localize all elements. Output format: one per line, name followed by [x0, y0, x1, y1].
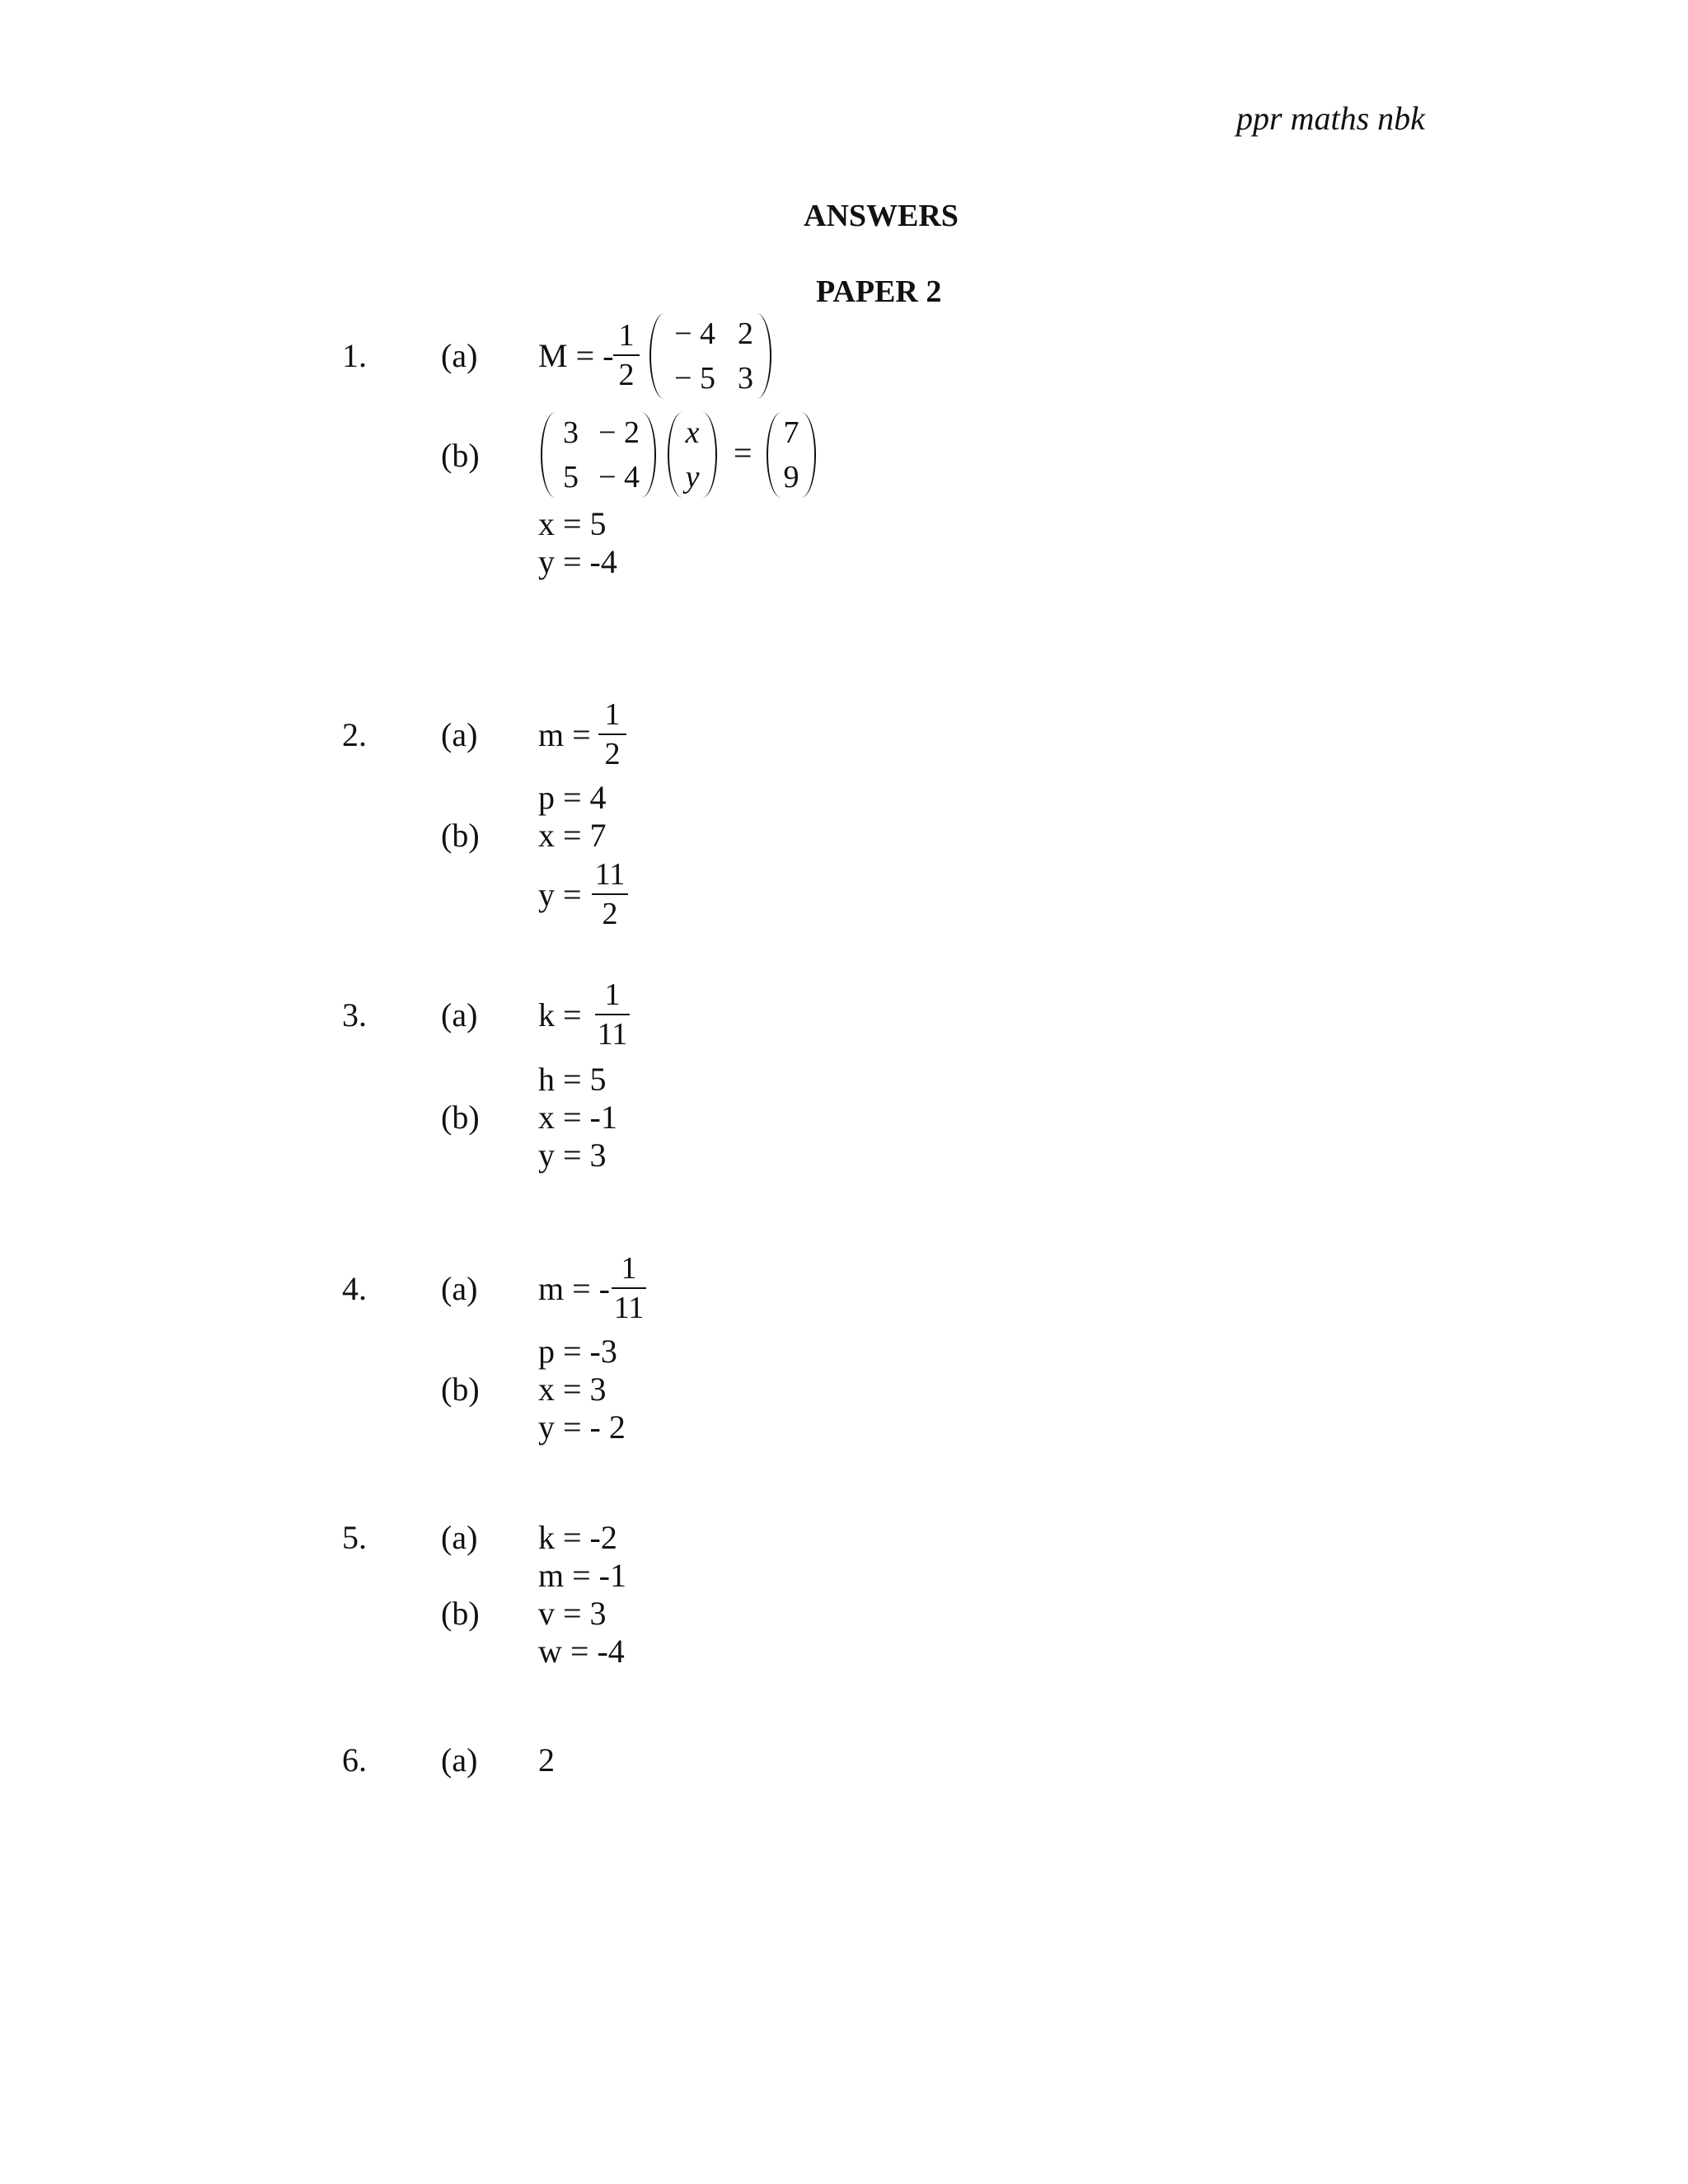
answer-line: x = -1	[538, 1099, 617, 1136]
fraction	[595, 979, 630, 1050]
matrix-cell: − 5	[674, 361, 715, 396]
fraction-bar	[613, 354, 640, 356]
part-label: (b)	[441, 1595, 480, 1632]
answer-prefix: k =	[538, 996, 582, 1033]
fraction-bar	[598, 733, 626, 735]
question-number: 5.	[342, 1519, 367, 1556]
matrix-cell: − 2	[598, 415, 640, 450]
matrix-cell: − 4	[674, 316, 715, 351]
fraction-bar	[612, 1287, 646, 1289]
part-label: (a)	[441, 1519, 478, 1556]
denominator: 2	[604, 737, 621, 771]
fraction-bar	[595, 1014, 630, 1015]
right-paren	[641, 412, 656, 498]
part-label: (a)	[441, 1741, 478, 1779]
fraction	[598, 699, 626, 770]
answer-line: x = 5	[538, 505, 607, 542]
answer-line: x = 3	[538, 1371, 607, 1408]
vector-cell: 7	[783, 415, 799, 450]
part-label: (a)	[441, 337, 478, 374]
part-label: (b)	[441, 1099, 480, 1136]
matrix-cell: − 4	[598, 460, 640, 494]
part-label: (b)	[441, 1371, 480, 1408]
variable-vector	[668, 412, 717, 498]
answer-prefix: m =	[538, 716, 591, 753]
fraction	[592, 859, 628, 930]
question-number: 2.	[342, 716, 367, 753]
fraction	[613, 320, 640, 391]
fraction-bar	[592, 893, 628, 895]
part-label: (b)	[441, 817, 480, 854]
answer-line: p = -3	[538, 1333, 617, 1370]
answer-prefix: y =	[538, 876, 582, 913]
denominator: 2	[602, 897, 618, 931]
answer-line: y = -4	[538, 543, 617, 580]
vector-cell: x	[685, 415, 700, 450]
answer-line: k = -2	[538, 1519, 617, 1556]
answer-line: y = - 2	[538, 1408, 626, 1446]
matrix-cell: 5	[563, 460, 579, 494]
part-label: (a)	[441, 996, 478, 1033]
answer-prefix: m = -	[538, 1270, 610, 1307]
matrix-cell: 3	[738, 361, 753, 396]
answer-line: w = -4	[538, 1633, 625, 1670]
denominator: 11	[597, 1017, 628, 1052]
answer-line: v = 3	[538, 1595, 607, 1632]
fraction	[612, 1253, 646, 1324]
right-paren	[757, 313, 771, 399]
numerator: 1	[604, 697, 621, 732]
coefficient-matrix	[541, 412, 656, 498]
page-subtitle: PAPER 2	[816, 274, 942, 309]
matrix-cell: 2	[738, 316, 753, 351]
right-paren	[702, 412, 717, 498]
constant-vector	[767, 412, 816, 498]
numerator: 11	[594, 857, 626, 892]
denominator: 11	[613, 1291, 645, 1325]
answer-prefix: M = -	[538, 337, 614, 374]
part-label: (a)	[441, 716, 478, 753]
answer-line: h = 5	[538, 1061, 607, 1098]
question-number: 1.	[342, 337, 367, 374]
numerator: 1	[621, 1251, 637, 1286]
right-paren	[801, 412, 816, 498]
question-number: 3.	[342, 996, 367, 1033]
numerator: 1	[604, 977, 621, 1012]
question-number: 6.	[342, 1741, 367, 1779]
vector-cell: y	[685, 460, 700, 494]
matrix-cell: 3	[563, 415, 579, 450]
page-title: ANSWERS	[804, 199, 959, 233]
matrix-m	[649, 313, 771, 399]
equals-sign: =	[734, 434, 753, 471]
answer-line: x = 7	[538, 817, 607, 854]
answer-line: 2	[538, 1741, 555, 1779]
question-number: 4.	[342, 1270, 367, 1307]
part-label: (a)	[441, 1270, 478, 1307]
denominator: 2	[618, 358, 635, 392]
answer-line: y = 3	[538, 1137, 607, 1174]
numerator: 1	[618, 318, 635, 353]
vector-cell: 9	[783, 460, 799, 494]
part-label: (b)	[441, 437, 480, 474]
page-header: ppr maths nbk	[1236, 100, 1425, 137]
answer-line: m = -1	[538, 1557, 626, 1594]
answer-line: p = 4	[538, 779, 607, 816]
